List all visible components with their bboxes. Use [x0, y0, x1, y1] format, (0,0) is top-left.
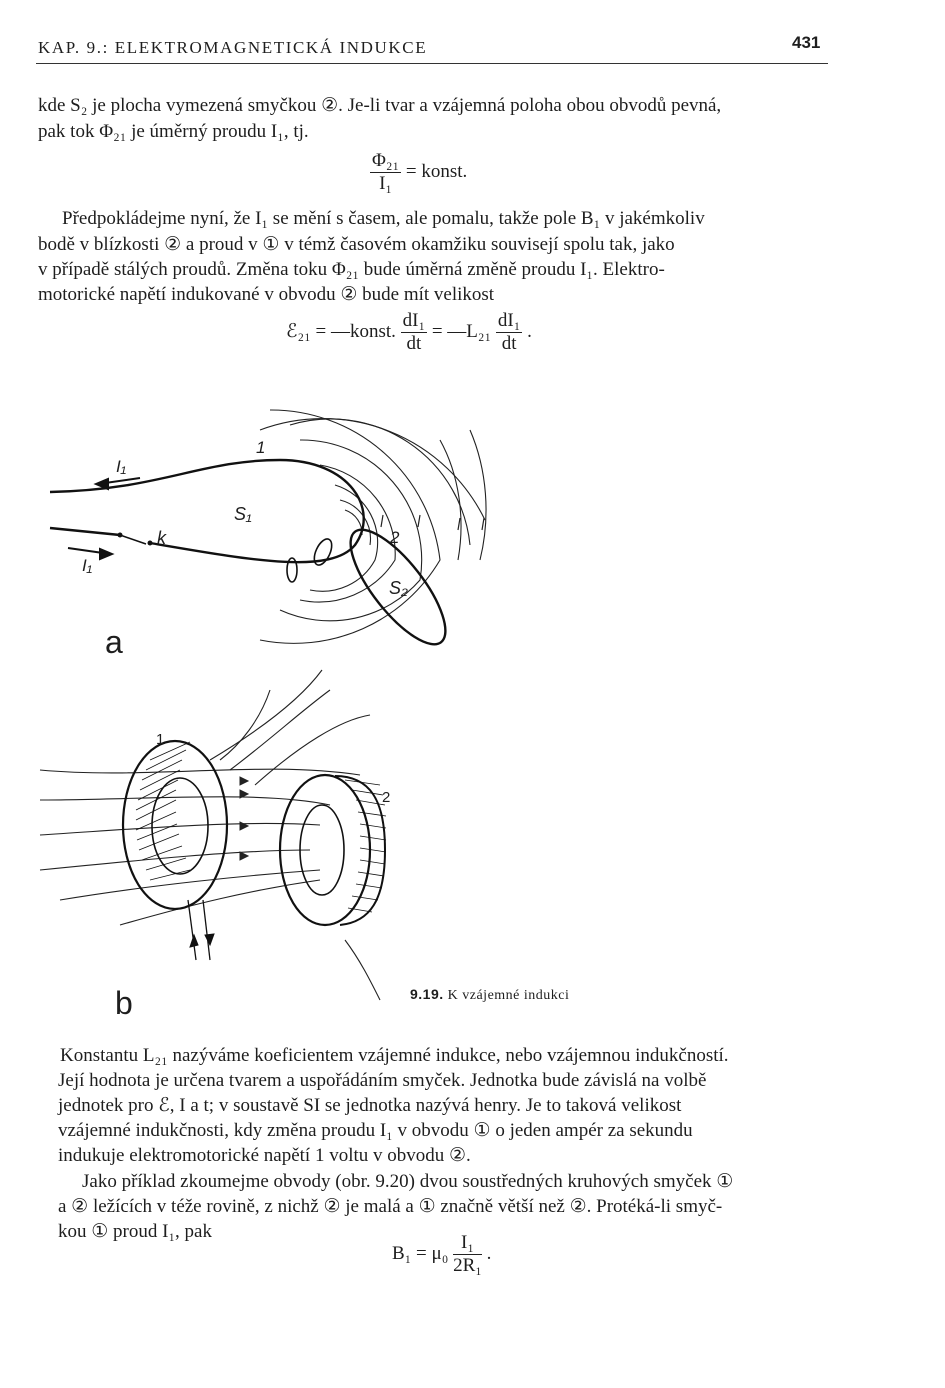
figure-b-coil-1 — [123, 741, 227, 960]
emf-numerator-2: dI₁ — [497, 310, 521, 331]
equation-flux-ratio — [370, 150, 467, 195]
b1-numerator: I₁ — [453, 1232, 482, 1255]
figure-a-loop-1 — [50, 460, 364, 562]
figure-a-field-arcs — [260, 410, 486, 643]
mutual-induction-figure — [0, 380, 945, 1020]
para2-line1: Předpokládejme nyní, že I₁ se mění s časem, ale pomalu, takže pole B₁ v jakémkoliv — [62, 208, 705, 229]
equation-b1 — [392, 1232, 491, 1277]
emf-denominator-1: dt — [406, 333, 422, 354]
caption-number: 9.19. — [410, 986, 444, 1002]
emf-end: . — [527, 320, 532, 342]
figure-a-label: a — [105, 624, 123, 660]
switch-contact-1 — [118, 533, 123, 538]
para4-line1: Jako příklad zkoumejme obvody (obr. 9.20) dvou soustředných kruhových smyček ① — [82, 1171, 734, 1192]
caption-text: K vzájemné indukci — [447, 988, 570, 1003]
figure-a-switch-label: k — [157, 528, 166, 548]
para3-line2: Její hodnota je určena tvarem a uspořádáním smyček. Jednotka bude závislá na volbě — [58, 1070, 707, 1091]
flux-ratio-denominator: I₁ — [379, 173, 393, 194]
switch-contact-2 — [148, 541, 153, 546]
para1-line2: pak tok Φ₂₁ je úměrný proudu I₁, tj. — [38, 121, 309, 142]
emf-numerator-1: dI₁ — [402, 310, 426, 331]
page-number: 431 — [792, 33, 821, 52]
b1-denominator: 2R₁ — [453, 1255, 482, 1276]
para3-line1: Konstantu L₂₁ nazýváme koeficientem vzájemné indukce, nebo vzájemnou indukčností. — [60, 1045, 729, 1066]
para3-line3: jednotek pro ℰ, I a t; v soustavě SI se jednotka nazývá henry. Je to taková velikost — [58, 1095, 682, 1116]
figure-b-field-arrows — [240, 777, 248, 860]
para4-line3: kou ① proud I₁, pak — [58, 1221, 212, 1242]
header-rule — [36, 63, 828, 64]
figure-b-label: b — [115, 985, 133, 1021]
figure-b-field-lines — [40, 670, 380, 1000]
flux-ratio-rhs: = konst. — [405, 160, 468, 182]
equation-emf — [286, 310, 532, 355]
figure-a-loop2-label: 2 — [390, 528, 400, 547]
b1-fraction — [453, 1232, 482, 1277]
flux-ratio-numerator: Φ₂₁ — [372, 150, 400, 171]
emf-denominator-2: dt — [501, 333, 517, 354]
chapter-header: KAP. 9.: ELEKTROMAGNETICKÁ INDUKCE — [38, 38, 428, 57]
para1-line1: kde S₂ je plocha vymezená smyčkou ②. Je-li tvar a vzájemná poloha obou obvodů pevná, — [38, 95, 722, 116]
figure-b-coil2-label: 2 — [382, 789, 391, 806]
para2-line4: motorické napětí indukované v obvodu ② bude mít velikost — [38, 284, 495, 305]
figure-a-current-bottom-label: I₁ — [82, 556, 93, 575]
emf-fraction-1 — [401, 310, 427, 355]
flux-ratio-fraction — [370, 150, 401, 195]
figure-a-area-s2-label: S₂ — [389, 578, 408, 598]
para2-line2: bodě v blízkosti ② a proud v ① v témž časovém okamžiku souvisejí spolu tak, jako — [38, 234, 675, 255]
figure-b-coil1-label: 1 — [156, 731, 165, 748]
emf-fraction-2 — [496, 310, 522, 355]
figure-a-current-top-label: I₁ — [116, 457, 127, 476]
para4-line2: a ② ležících v téže rovině, z nichž ② je malá a ① značně větší než ②. Protéká-li smyč- — [58, 1196, 723, 1217]
b1-lhs: B₁ = μ₀ — [392, 1242, 449, 1264]
figure-a-loop1-label: 1 — [256, 438, 266, 457]
para2-line3: v případě stálých proudů. Změna toku Φ₂₁ bude úměrná změně proudu I₁. Elektro- — [38, 259, 665, 280]
b1-end: . — [486, 1242, 492, 1264]
para3-line5: indukuje elektromotorické napětí 1 voltu v obvodu ②. — [58, 1145, 471, 1166]
figure-a-area-s1-label: S₁ — [234, 504, 252, 524]
emf-mid: = —L₂₁ — [431, 320, 492, 342]
figure-b-lead-arrows — [190, 934, 214, 947]
para3-line4: vzájemné indukčnosti, kdy změna proudu I₁ v obvodu ① o jeden ampér za sekundu — [58, 1120, 693, 1141]
figure-caption — [410, 986, 569, 1004]
emf-lhs: ℰ₂₁ = —konst. — [286, 320, 396, 342]
